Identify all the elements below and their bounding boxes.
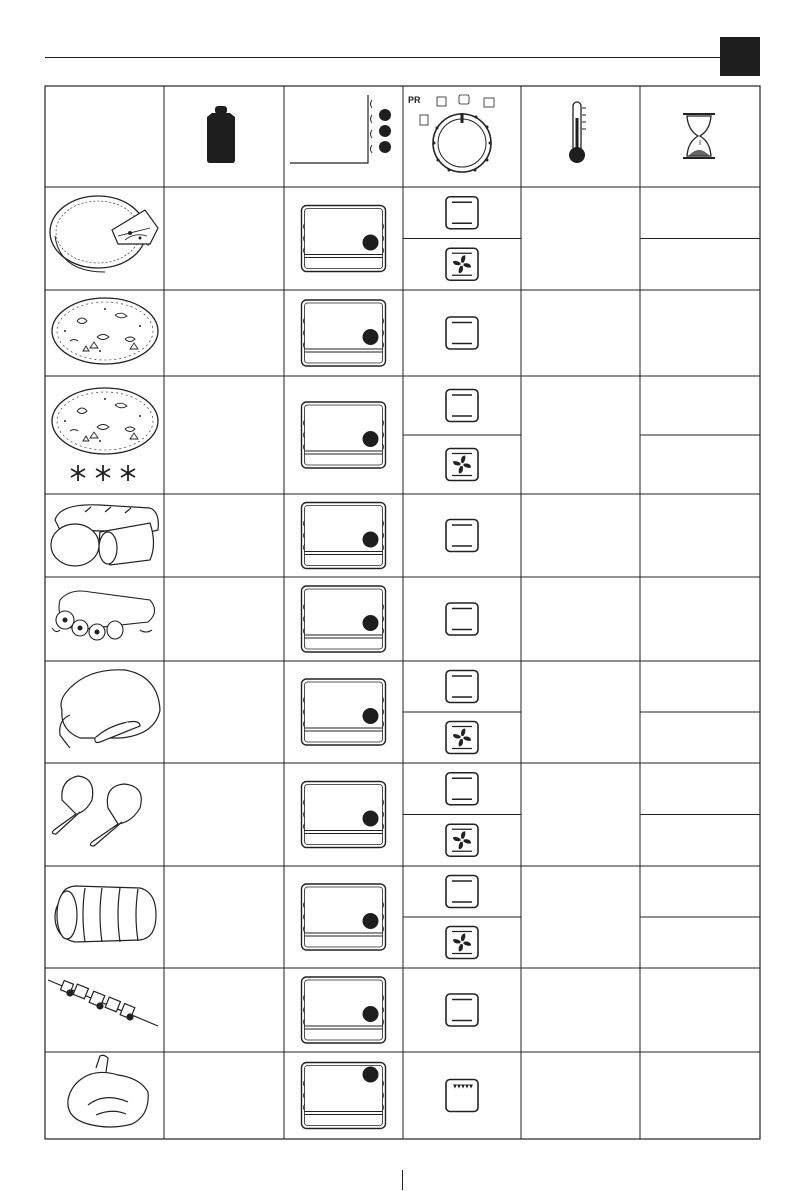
shelf-position-diagram — [302, 679, 386, 745]
shelf-position-diagram — [302, 1063, 386, 1129]
top-bottom-heat-icon — [446, 197, 478, 229]
shelf-level-icon — [290, 95, 391, 163]
fan-heat-icon — [446, 248, 478, 280]
frozen-pizza-icon — [52, 388, 158, 481]
top-bottom-heat-icon — [446, 773, 478, 805]
top-bottom-heat-icon — [446, 317, 478, 349]
chicken-legs-icon — [52, 776, 141, 846]
top-bottom-heat-icon — [446, 390, 478, 422]
fan-heat-icon — [446, 722, 478, 754]
whole-chicken-icon — [60, 670, 160, 748]
skewer-icon — [48, 980, 158, 1026]
roast-meat-icon — [55, 886, 156, 942]
top-bottom-heat-icon — [446, 994, 478, 1026]
top-bottom-heat-icon — [446, 876, 478, 908]
shelf-position-diagram — [302, 586, 386, 652]
bread-icon — [51, 505, 158, 566]
shelf-level-dot — [363, 615, 379, 631]
shelf-level-dot — [363, 708, 379, 724]
shelf-position-diagram — [302, 402, 386, 468]
shelf-level-dot — [363, 1006, 379, 1022]
thermometer-icon — [569, 102, 586, 163]
shelf-level-dot — [363, 329, 379, 345]
fan-heat-icon — [446, 927, 478, 959]
knob-label: PR — [408, 95, 421, 105]
shelf-level-dot — [363, 532, 379, 548]
page-fold-mark — [402, 1170, 403, 1190]
top-bottom-heat-icon — [446, 671, 478, 703]
shelf-level-dot — [363, 235, 379, 251]
shelf-position-diagram — [302, 782, 386, 848]
grill-icon — [446, 1080, 478, 1112]
fan-heat-icon — [446, 449, 478, 481]
shelf-level-dot — [363, 431, 379, 447]
cake-icon — [50, 196, 158, 272]
weight-icon — [207, 106, 235, 163]
top-bottom-heat-icon — [446, 520, 478, 552]
shelf-level-dot — [363, 913, 379, 929]
shelf-position-diagram — [302, 977, 386, 1043]
shelf-position-diagram — [302, 503, 386, 569]
steak-icon — [68, 1055, 148, 1127]
shelf-position-diagram — [302, 300, 386, 366]
rolls-icon — [52, 591, 155, 640]
oven-function-knob-icon — [408, 95, 494, 172]
pizza-icon — [52, 298, 158, 364]
shelf-level-dot — [363, 1067, 379, 1083]
fan-heat-icon — [446, 824, 478, 856]
hourglass-icon — [683, 114, 715, 158]
shelf-position-diagram — [302, 206, 386, 272]
top-bottom-heat-icon — [446, 603, 478, 635]
shelf-position-diagram — [302, 884, 386, 950]
shelf-level-dot — [363, 811, 379, 827]
